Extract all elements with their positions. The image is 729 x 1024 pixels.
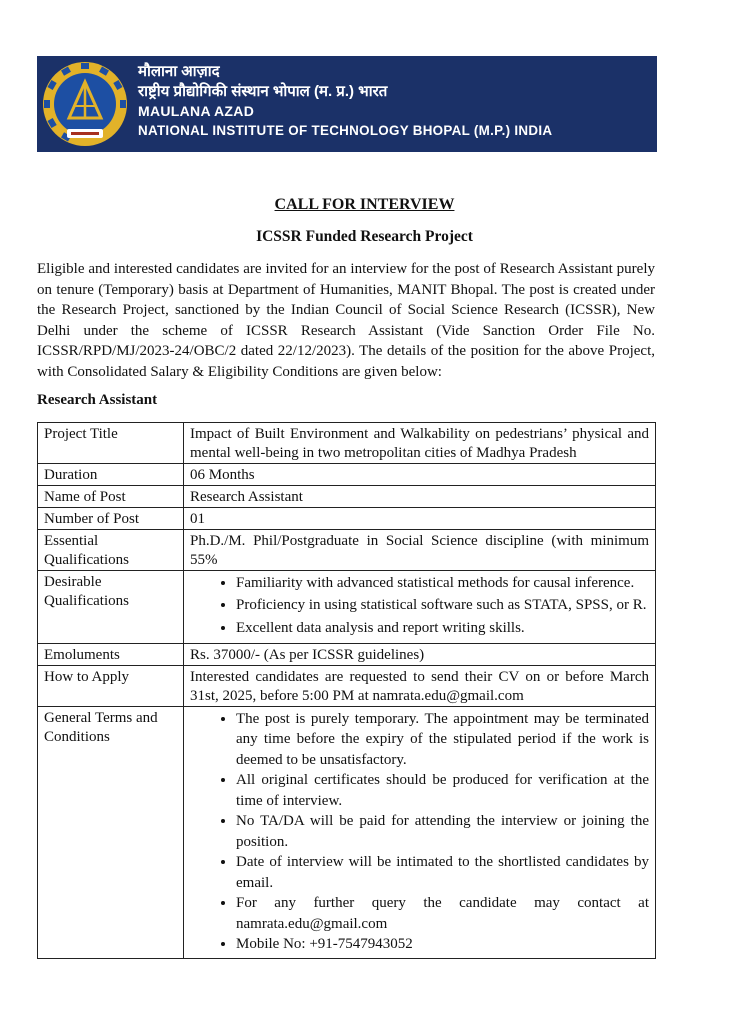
row-label: Emoluments [38, 643, 184, 665]
terms-list [190, 709, 649, 958]
list-item: • Mobile No: +91-7547943052 [236, 934, 649, 955]
post-count-value: 01 [184, 508, 656, 530]
post-name-value: Research Assistant [184, 486, 656, 508]
institute-name-hindi-line2: राष्ट्रीय प्रौद्योगिकी संस्थान भोपाल (म. प्र.) भारत [138, 83, 388, 100]
institute-logo-icon [40, 60, 130, 148]
notice-title: CALL FOR INTERVIEW [274, 196, 455, 213]
project-title-value: Impact of Built Environment and Walkability on pedestrians’ physical and mental well-being in two metropolitan cities of Madhya Pradesh [184, 423, 656, 464]
row-label: Duration [38, 464, 184, 486]
row-label: Number of Post [38, 508, 184, 530]
table-row [38, 423, 656, 464]
list-item: • Excellent data analysis and report writing skills. [236, 618, 649, 638]
row-label: How to Apply [38, 665, 184, 706]
list-item: • For any further query the candidate may contact at namrata.edu@gmail.com [236, 893, 649, 934]
row-label: Desirable Qualifications [38, 571, 184, 644]
list-item: • Familiarity with advanced statistical methods for causal inference. [236, 573, 649, 593]
how-to-apply-value: Interested candidates are requested to send their CV on or before March 31st, 2025, before 5:00 PM at namrata.edu@gmail.com [184, 665, 656, 706]
table-row [38, 665, 656, 706]
list-item: • Proficiency in using statistical software such as STATA, SPSS, or R. [236, 595, 649, 615]
notice-subtitle: ICSSR Funded Research Project [256, 228, 473, 245]
table-row [38, 486, 656, 508]
institute-name-english-line1: MAULANA AZAD [138, 103, 255, 119]
emoluments-value: Rs. 37000/- (As per ICSSR guidelines) [184, 643, 656, 665]
list-item: • The post is purely temporary. The appointment may be terminated any time before the expiry of the stipulated period if the work is deemed to be unsatisfactory. [236, 709, 649, 771]
desirable-list [190, 573, 649, 643]
row-label: Essential Qualifications [38, 530, 184, 571]
terms-value [184, 706, 656, 958]
desirable-qualifications-value [184, 571, 656, 644]
institute-name-english-line2: NATIONAL INSTITUTE OF TECHNOLOGY BHOPAL (M.P.) INDIA [138, 123, 553, 138]
list-item: • Date of interview will be intimated to the shortlisted candidates by email. [236, 852, 649, 893]
row-label: General Terms and Conditions [38, 706, 184, 958]
table-row [38, 508, 656, 530]
table-row [38, 530, 656, 571]
intro-paragraph: Eligible and interested candidates are invited for an interview for the post of Research Assistant purely on tenure (Temporary) basis at Department of Humanities, MANIT Bhopal. The post is created under the Research Project, sanctioned by the Indian Council of Social Science Research (ICSSR), New Delhi under the scheme of ICSSR Research Assistant (Vide Sanction Order File No. ICSSR/RPD/MJ/2023-24/OBC/2 dated 22/12/2023). The details of the position for the above Project, with Consolidated Salary & Eligibility Conditions are given below: [37, 261, 655, 380]
row-label: Name of Post [38, 486, 184, 508]
list-item: • All original certificates should be produced for verification at the time of interview. [236, 770, 649, 811]
table-row [38, 643, 656, 665]
table-row [38, 706, 656, 958]
position-details-table [37, 422, 656, 959]
institute-name-hindi-line1: मौलाना आज़ाद [138, 63, 220, 80]
section-heading: Research Assistant [37, 392, 158, 408]
row-label: Project Title [38, 423, 184, 464]
table-row [38, 571, 656, 644]
table-row [38, 464, 656, 486]
list-item: • No TA/DA will be paid for attending the interview or joining the position. [236, 811, 649, 852]
banner-text [138, 62, 552, 141]
institute-banner [37, 56, 657, 152]
essential-qualifications-value: Ph.D./M. Phil/Postgraduate in Social Science discipline (with minimum 55% [184, 530, 656, 571]
duration-value: 06 Months [184, 464, 656, 486]
